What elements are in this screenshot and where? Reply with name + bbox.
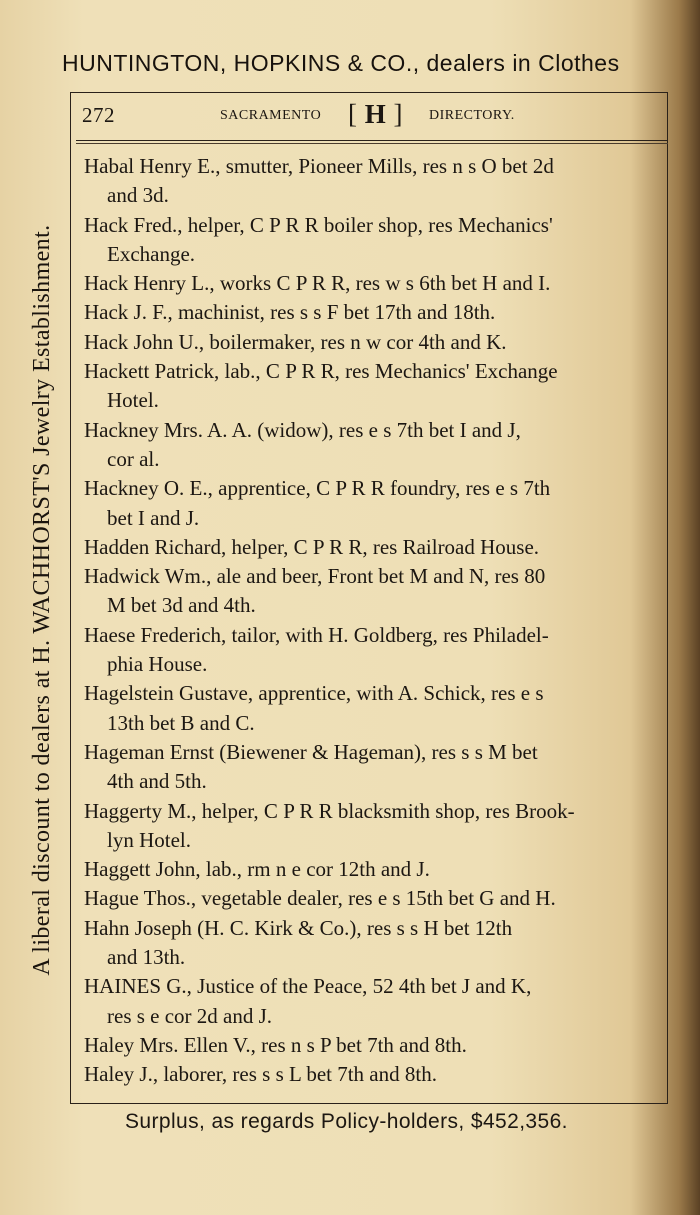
directory-entry bbox=[84, 533, 669, 562]
directory-entry bbox=[84, 357, 669, 416]
entry-line: Hadden Richard, helper, C P R R, res Railroad House. bbox=[84, 534, 540, 559]
directory-entry bbox=[84, 269, 669, 298]
directory-entry bbox=[84, 621, 669, 680]
entry-line: Haggerty M., helper, C P R R blacksmith shop, res Brook- bbox=[84, 798, 575, 823]
entry-continuation: cor al. bbox=[107, 446, 160, 471]
entry-continuation: lyn Hotel. bbox=[107, 827, 191, 852]
directory-label: DIRECTORY. bbox=[429, 108, 515, 123]
entry-line: Hack John U., boilermaker, res n w cor 4th and K. bbox=[84, 329, 507, 354]
entry-continuation: Exchange. bbox=[107, 241, 196, 266]
entry-line: Hadwick Wm., ale and beer, Front bet M and N, res 80 bbox=[84, 564, 546, 589]
directory-entry bbox=[84, 152, 669, 211]
header-rule bbox=[76, 140, 668, 141]
entry-continuation: 13th bet B and C. bbox=[107, 710, 255, 735]
directory-entry bbox=[84, 884, 669, 913]
entry-line: Hagelstein Gustave, apprentice, with A. Schick, res e s bbox=[84, 681, 544, 706]
directory-entry bbox=[84, 797, 669, 856]
directory-entry bbox=[84, 914, 669, 973]
header-rule-thin bbox=[76, 143, 668, 144]
entry-line: Hackney Mrs. A. A. (widow), res e s 7th bet I and J, bbox=[84, 417, 521, 442]
entry-line: Hack Henry L., works C P R R, res w s 6th bet H and I. bbox=[84, 271, 551, 296]
directory-entry bbox=[84, 679, 669, 738]
top-advertisement: HUNTINGTON, HOPKINS & CO., dealers in Clothes bbox=[62, 50, 620, 76]
bottom-advertisement: Surplus, as regards Policy-holders, $452,356. bbox=[125, 1110, 568, 1133]
entry-continuation: Hotel. bbox=[107, 388, 159, 413]
entry-line: Haggett John, lab., rm n e cor 12th and J. bbox=[84, 857, 430, 882]
entry-line: Haese Frederich, tailor, with H. Goldberg, res Philadel- bbox=[84, 622, 549, 647]
entry-line: Habal Henry E., smutter, Pioneer Mills, res n s O bet 2d bbox=[84, 154, 554, 178]
entry-line: Hackney O. E., apprentice, C P R R foundry, res e s 7th bbox=[84, 476, 551, 501]
directory-entry bbox=[84, 562, 669, 621]
entry-continuation: bet I and J. bbox=[107, 505, 200, 530]
section-letter-group bbox=[348, 99, 403, 130]
directory-entry bbox=[84, 1060, 669, 1089]
side-advertisement: A liberal discount to dealers at H. WACHHORST'S Jewelry Establishment. bbox=[29, 224, 55, 976]
page-number: 272 bbox=[82, 103, 115, 127]
directory-entry bbox=[84, 1031, 669, 1060]
entry-continuation: res s e cor 2d and J. bbox=[107, 1003, 273, 1028]
directory-entry bbox=[84, 855, 669, 884]
entry-line: Haley J., laborer, res s s L bet 7th and 8th. bbox=[84, 1062, 437, 1087]
entry-continuation: M bet 3d and 4th. bbox=[107, 593, 256, 618]
directory-entry bbox=[84, 474, 669, 533]
entry-continuation: phia House. bbox=[107, 652, 208, 677]
directory-entries bbox=[84, 152, 669, 1090]
entry-line: Haley Mrs. Ellen V., res n s P bet 7th and 8th. bbox=[84, 1032, 467, 1057]
entry-line: Hageman Ernst (Biewener & Hageman), res s s M bet bbox=[84, 739, 538, 764]
entry-continuation: and 13th. bbox=[107, 945, 186, 970]
city-name: SACRAMENTO bbox=[220, 108, 322, 123]
bracket-close: ] bbox=[393, 99, 404, 129]
entry-line: Hack J. F., machinist, res s s F bet 17th and 18th. bbox=[84, 300, 496, 325]
entry-line: Hahn Joseph (H. C. Kirk & Co.), res s s H bet 12th bbox=[84, 915, 513, 940]
section-letter: H bbox=[364, 99, 387, 129]
page-header bbox=[82, 99, 657, 133]
entry-continuation: and 3d. bbox=[107, 183, 169, 208]
directory-entry bbox=[84, 972, 669, 1031]
bracket-open: [ bbox=[348, 99, 358, 129]
directory-entry bbox=[84, 211, 669, 270]
entry-line: HAINES G., Justice of the Peace, 52 4th bet J and K, bbox=[84, 974, 532, 999]
entry-line: Hague Thos., vegetable dealer, res e s 15th bet G and H. bbox=[84, 886, 556, 911]
directory-entry bbox=[84, 298, 669, 327]
directory-entry bbox=[84, 738, 669, 797]
entry-line: Hackett Patrick, lab., C P R R, res Mechanics' Exchange bbox=[84, 359, 558, 384]
directory-entry bbox=[84, 416, 669, 475]
entry-line: Hack Fred., helper, C P R R boiler shop, res Mechanics' bbox=[84, 212, 553, 237]
directory-entry bbox=[84, 328, 669, 357]
entry-continuation: 4th and 5th. bbox=[107, 769, 207, 794]
